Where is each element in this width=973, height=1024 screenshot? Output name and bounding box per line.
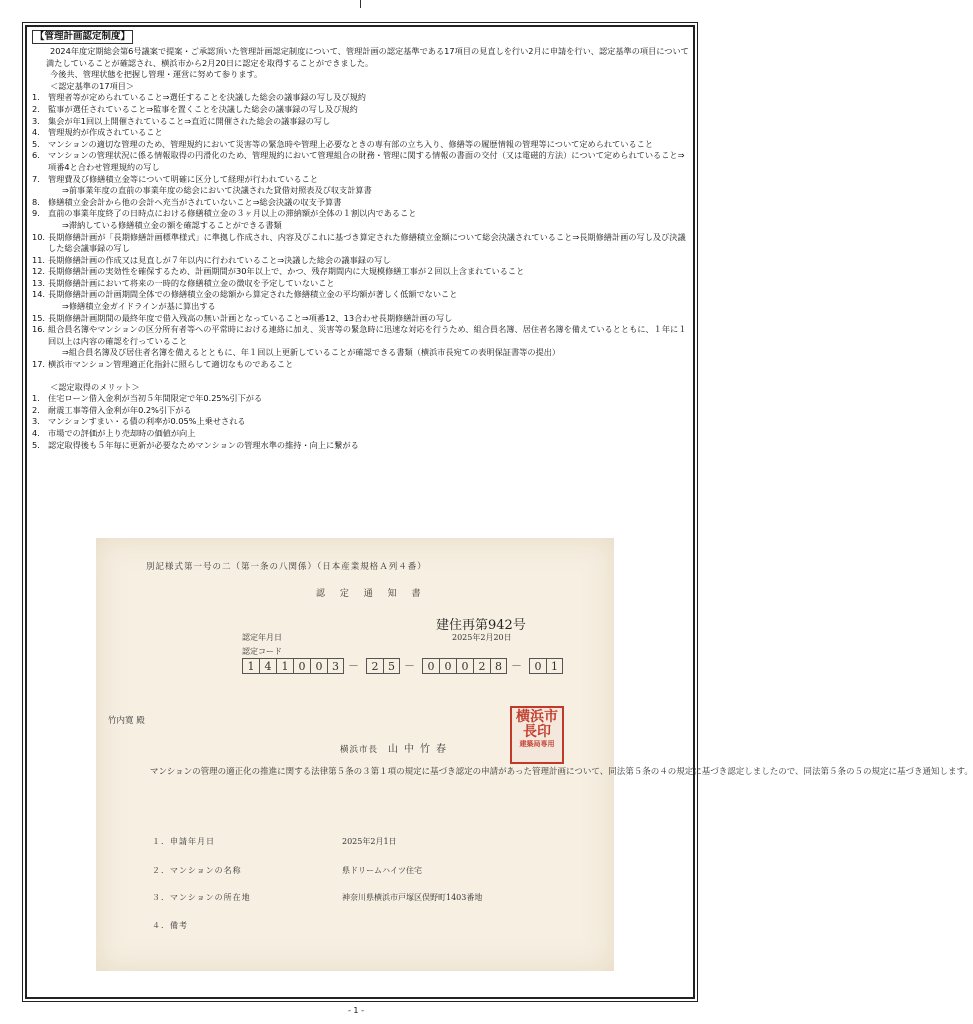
- list-item-number: 1.: [32, 92, 40, 103]
- criteria-heading: ＜認定基準の17項目＞: [50, 80, 135, 91]
- criteria-item: [32, 150, 690, 173]
- list-item-number: 16.: [32, 324, 46, 335]
- code-digit: 4: [259, 658, 276, 674]
- code-digit: 3: [327, 658, 344, 674]
- merit-item: [32, 416, 690, 428]
- criteria-item: [32, 127, 690, 139]
- criteria-item-continuation: ⇒組合員名簿及び居住者名簿を備えるとともに、年１回以上更新していることが確認できる書類（横浜市長宛ての表明保証書等の提出）: [62, 347, 561, 358]
- list-item-number: 13.: [32, 277, 46, 288]
- list-item-number: 3.: [32, 416, 40, 427]
- certificate-body: マンションの管理の適正化の推進に関する法律第５条の３第１項の規定に基づき認定の申請があった管理計画について、同法第５条の４の規定に基づき認定しましたので、同法第５条の５の規定に基づき通知します。: [150, 767, 973, 777]
- addressee: 竹内寛 殿: [108, 716, 145, 726]
- list-item-number: 2.: [32, 103, 40, 114]
- list-item-number: 4.: [32, 127, 40, 138]
- criteria-item: [32, 139, 690, 151]
- code-group: [529, 658, 563, 674]
- certificate-title: 認 定 通 知 書: [316, 589, 427, 599]
- content-area: [32, 30, 690, 451]
- list-item-text: 管理規約が作成されていること: [48, 127, 163, 138]
- code-digit: 8: [490, 658, 507, 674]
- code-digit: 0: [456, 658, 473, 674]
- issuer-name: 山中竹春: [388, 744, 453, 755]
- list-item-text: 耐震工事等借入金利が年0.2%引下がる: [48, 404, 192, 415]
- certification-code-label: 認定コード: [242, 647, 282, 656]
- criteria-item-continuation: ⇒滞納している修繕積立金の額を確認することができる書類: [62, 219, 282, 230]
- criteria-item: [32, 208, 690, 220]
- top-center-mark: [360, 0, 361, 8]
- list-item-text: 直前の事業年度終了の日時点における修繕積立金の３ヶ月以上の滞納額が全体の１割以内であること: [48, 208, 417, 219]
- certificate-form-label: 別記様式第一号の二（第一条の八関係）（日本産業規格Ａ列４番）: [146, 562, 427, 572]
- code-separator: －: [511, 659, 522, 672]
- criteria-item: [32, 289, 690, 301]
- criteria-item: [32, 278, 690, 290]
- list-item-number: 4.: [32, 428, 40, 438]
- criteria-item: [32, 359, 690, 371]
- list-item-text: マンションすまい・る債の利率が0.05%上乗せされる: [48, 416, 246, 427]
- criteria-item-continuation: ⇒前事業年度の直前の事業年度の総会において決議された貸借対照表及び収支計算書: [62, 185, 372, 196]
- code-separator: －: [404, 659, 415, 672]
- merit-item: [32, 405, 690, 417]
- intro-paragraph-1: 2024年度定期総会第6号議案で提案・ご承認頂いた管理計画認定制度について、管理計画の認定基準である17項目の見直しを行い2月に申請を行い、認定基準の項目について満たしていることが確認され、横浜市から2月20日に認定を取得することができました。: [46, 46, 689, 68]
- certification-date-label: 認定年月日: [242, 633, 282, 642]
- list-item-number: 1.: [32, 393, 40, 404]
- list-item-text: 認定取得後も５年毎に更新が必要なためマンションの管理水準の維持・向上に繋がる: [48, 439, 359, 450]
- list-item-text: 管理費及び修繕積立金等について明確に区分して経理が行われていること: [48, 173, 319, 184]
- list-item-number: 15.: [32, 312, 46, 323]
- list-item-text: 長期修繕計画期間の最終年度で借入残高の無い計画となっていること⇒項番12、13合わせ長期修繕計画の写し: [48, 312, 453, 323]
- code-group: [366, 658, 400, 674]
- issuer-title: 横浜市長: [340, 745, 379, 755]
- list-item-text: 市場での評価が上り売却時の価値が向上: [48, 428, 196, 438]
- merit-item: [32, 428, 690, 440]
- code-digit: 0: [439, 658, 456, 674]
- seal-line-2: 長印: [523, 724, 551, 740]
- row-value-mansion-name: 県ドリームハイツ住宅: [342, 866, 422, 875]
- row-value-mansion-address: 神奈川県横浜市戸塚区俣野町1403番地: [342, 893, 483, 902]
- criteria-item: [32, 116, 690, 128]
- seal-line-1: 横浜市: [516, 709, 558, 725]
- list-item-number: 10.: [32, 231, 46, 242]
- merit-item: [32, 393, 690, 405]
- list-item-text: マンションの管理状況に係る情報取得の円滑化のため、管理規約において管理組合の財務・管理に関する情報の書面の交付（又は電磁的方法）について定められていること⇒項番4と合わせ管理規約の写し: [48, 150, 685, 172]
- list-item-number: 14.: [32, 289, 46, 300]
- row-label-mansion-address: ３．マンションの所在地: [152, 893, 251, 902]
- code-digit: 5: [383, 658, 400, 674]
- criteria-item: [32, 324, 690, 347]
- code-digit: 2: [473, 658, 490, 674]
- row-label-application-date: １．申請年月日: [152, 837, 215, 846]
- criteria-item: [32, 313, 690, 325]
- list-item-number: 7.: [32, 173, 40, 184]
- list-item-number: 11.: [32, 254, 46, 265]
- official-seal: [510, 706, 564, 764]
- list-item-number: 2.: [32, 404, 40, 415]
- list-item-number: 17.: [32, 359, 46, 370]
- criteria-item: [32, 92, 690, 104]
- certification-date-value: 2025年2月20日: [452, 633, 512, 642]
- criteria-item: [32, 174, 690, 186]
- list-item-number: 9.: [32, 208, 40, 219]
- list-item-text: 横浜市マンション管理適正化指針に照らして適切なものであること: [48, 359, 294, 370]
- row-label-remarks: ４．備考: [152, 921, 188, 930]
- list-item-text: 長期修繕計画の計画期間全体での修繕積立金の総額から算定された修繕積立金の平均額が著しく低額でないこと: [48, 289, 458, 300]
- list-item-text: 長期修繕計画の作成又は見直しが７年以内に行われていること⇒決議した総会の議事録の写し: [48, 254, 391, 265]
- row-value-application-date: 2025年2月1日: [342, 837, 397, 846]
- criteria-item: [32, 232, 690, 255]
- row-label-mansion-name: ２．マンションの名称: [152, 866, 242, 875]
- certificate-number: 建住再第942号: [436, 618, 526, 633]
- list-item-number: 5.: [32, 138, 40, 149]
- criteria-item: [32, 266, 690, 278]
- list-item-text: 長期修繕計画が「長期修繕計画標準様式」に準拠し作成され、内容及びこれに基づき算定された修繕積立金額について総会決議されていること⇒長期修繕計画の写し及び決議した総会議事録の写し: [48, 231, 686, 254]
- criteria-item-continuation: ⇒修繕積立金ガイドラインが基に算出する: [62, 301, 216, 312]
- list-item-number: 3.: [32, 115, 40, 126]
- intro-paragraph-2: 今後共、管理状態を把握し管理・運営に努めて参ります。: [50, 69, 263, 80]
- list-item-text: マンションの適切な管理のため、管理規約において災害等の緊急時や管理上必要なときの専有部の立ち入り、修繕等の履歴情報の管理等について定められていること: [48, 138, 654, 149]
- certificate-image: [96, 538, 973, 971]
- list-item-text: 長期修繕計画の実効性を確保するため、計画期間が30年以上で、かつ、残存期間内に大規模修繕工事が２回以上含まれていること: [48, 266, 525, 277]
- merits-list: [32, 393, 690, 451]
- code-separator: －: [348, 659, 359, 672]
- list-item-text: 長期修繕計画において将来の一時的な修繕積立金の徴収を予定していないこと: [48, 277, 335, 288]
- code-group: [242, 658, 344, 674]
- code-digit: 1: [242, 658, 259, 674]
- list-item-text: 集会が年1回以上開催されていること⇒直近に開催された総会の議事録の写し: [48, 115, 331, 126]
- merit-item: [32, 440, 690, 452]
- code-group: [422, 658, 507, 674]
- code-digit: 2: [366, 658, 383, 674]
- seal-line-3: 建築局専用: [519, 739, 555, 748]
- criteria-item: [32, 197, 690, 209]
- list-item-text: 管理者等が定められていること⇒選任することを決議した総会の議事録の写し及び規約: [48, 92, 366, 103]
- issuer: [340, 740, 452, 755]
- section-title: 【管理計画認定制度】: [32, 30, 133, 44]
- page-number: - 1 -: [348, 1006, 364, 1015]
- code-digit: 1: [546, 658, 563, 674]
- code-digit: 0: [529, 658, 546, 674]
- criteria-item: [32, 255, 690, 267]
- code-digit: 0: [422, 658, 439, 674]
- code-digit: 1: [276, 658, 293, 674]
- list-item-text: 住宅ローン借入金利が当初５年間限定で年0.25%引下がる: [48, 393, 263, 404]
- code-digit: 0: [310, 658, 327, 674]
- list-item-number: 8.: [32, 196, 40, 207]
- criteria-list: [32, 92, 690, 370]
- criteria-item: [32, 104, 690, 116]
- list-item-text: 修繕積立金会計から他の会計へ充当がされていないこと⇒総会決議の収支予算書: [48, 196, 342, 207]
- code-digit: 0: [293, 658, 310, 674]
- list-item-number: 5.: [32, 439, 40, 450]
- list-item-text: 組合員名簿やマンションの区分所有者等への平常時における連絡に加え、災害等の緊急時に迅速な対応を行うため、組合員名簿、居住者名簿を備えているとともに、１年に１回以上は内容の確認を行っていること: [48, 324, 687, 346]
- merits-heading: ＜認定取得のメリット＞: [50, 381, 140, 392]
- list-item-number: 6.: [32, 150, 40, 161]
- list-item-number: 12.: [32, 266, 46, 277]
- list-item-text: 監事が選任されていること⇒監事を置くことを決議した総会の議事録の写し及び規約: [48, 103, 358, 114]
